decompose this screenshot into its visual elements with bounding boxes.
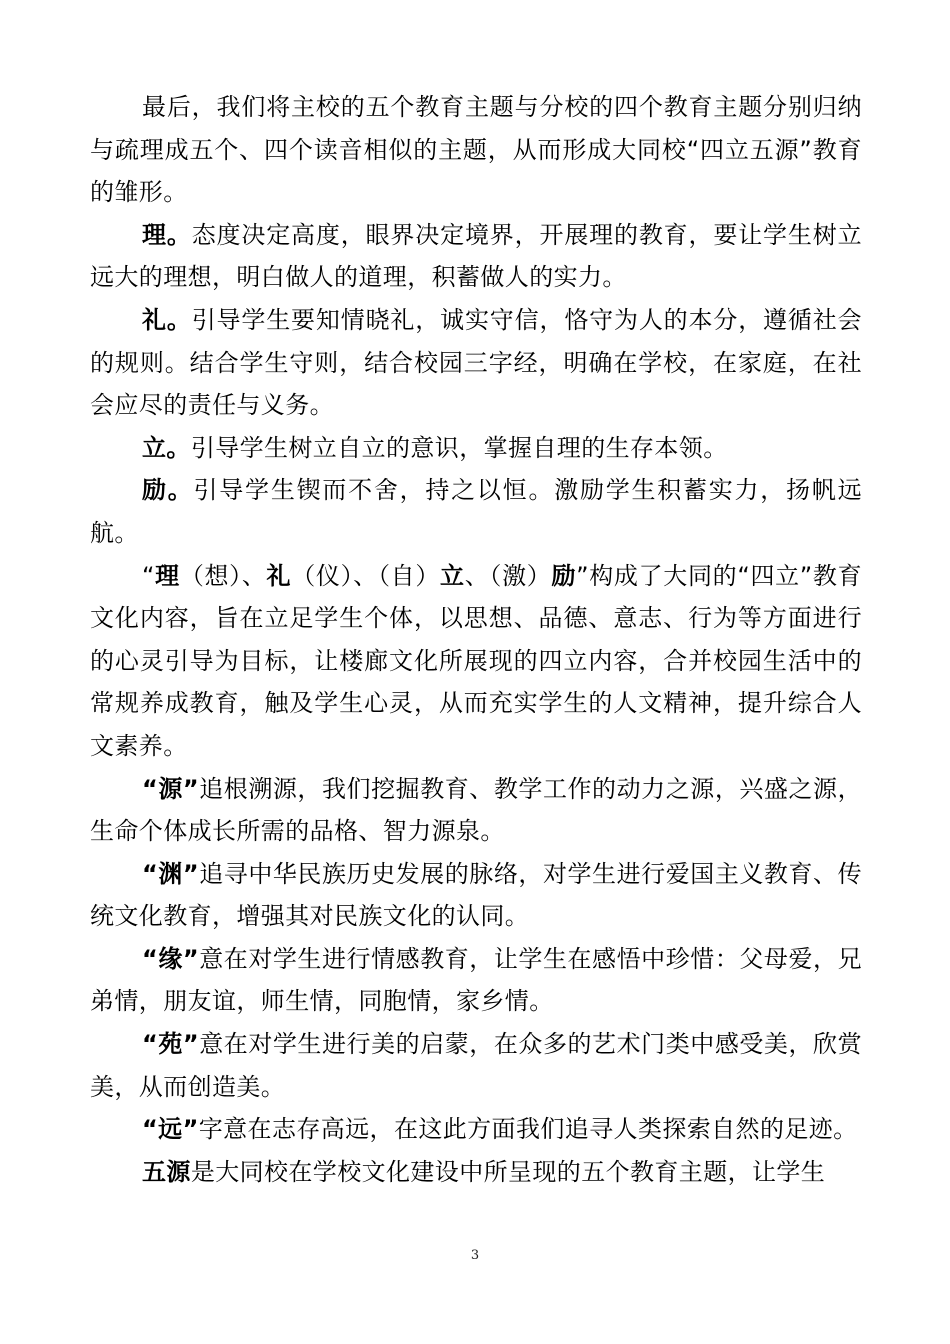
paragraph-lead: “源” — [142, 774, 200, 803]
paragraph-text: 引导学生树立自立的意识，掌握自理的生存本领。 — [190, 433, 728, 462]
paragraph-lead: 立。 — [142, 433, 191, 462]
paragraph-lead: “渊” — [142, 859, 200, 888]
paragraph-lead: “苑” — [142, 1030, 200, 1059]
paragraph-lead: “远” — [142, 1115, 199, 1144]
paragraph-yuan-far — [90, 1108, 862, 1151]
paragraph-text: 追根溯源，我们挖掘教育、教学工作的动力之源，兴盛之源，生命个体成长所需的品格、智力源泉。 — [90, 774, 862, 846]
text-segment-bold: 理 — [154, 561, 180, 590]
text-segment: 、（激） — [464, 561, 552, 590]
paragraph-li-encourage — [90, 469, 862, 554]
page-number: 3 — [470, 1248, 480, 1263]
text-segment: （仪）、（自） — [291, 561, 441, 590]
paragraph-yuan-garden — [90, 1023, 862, 1108]
paragraph-text: 引导学生锲而不舍，持之以恒。激励学生积蓄实力，扬帆远航。 — [90, 476, 862, 547]
paragraph-lead: 礼。 — [142, 305, 192, 334]
text-segment-bold: 立 — [440, 561, 465, 590]
paragraph-yuan-abyss — [90, 853, 862, 938]
paragraph-li-etiquette — [90, 299, 862, 427]
paragraph-lead: “缘” — [142, 944, 200, 973]
text-segment-bold: 礼 — [266, 561, 292, 590]
text-segment: ”构成了大同的“四立”教育文化内容，旨在立足学生个体，以思想、品德、意志、行为等方面进行的心灵引导为目标，让楼廊文化所展现的四立内容，合并校园生活中的常规养成教育，触及学生心灵，从而充实学生的人文精神，提升综合人文素养。 — [90, 561, 862, 760]
paragraph-text: 是大同校在学校文化建设中所呈现的五个教育主题，让学生 — [190, 1157, 826, 1186]
paragraph-yuan-source — [90, 768, 862, 853]
text-segment: （想）、 — [179, 561, 267, 590]
paragraph-li-stand — [90, 427, 862, 470]
paragraph-text: 意在对学生进行情感教育，让学生在感悟中珍惜：父母爱，兄弟情，朋友谊，师生情，同胞情，家乡情。 — [90, 944, 862, 1016]
paragraph-lead: 理。 — [142, 220, 192, 249]
paragraph-text: 追寻中华民族历史发展的脉络，对学生进行爱国主义教育、传统文化教育，增强其对民族文化的认同。 — [90, 859, 862, 931]
paragraph-li-reason — [90, 214, 862, 299]
body-text — [90, 86, 862, 1193]
paragraph-four-li-summary — [90, 555, 862, 768]
paragraph-text: 态度决定高度，眼界决定境界，开展理的教育，要让学生树立远大的理想，明白做人的道理，积蓄做人的实力。 — [90, 220, 862, 292]
paragraph-text: 意在对学生进行美的启蒙，在众多的艺术门类中感受美，欣赏美，从而创造美。 — [90, 1030, 862, 1101]
paragraph-lead: 励。 — [142, 476, 194, 505]
paragraph-text: 最后，我们将主校的五个教育主题与分校的四个教育主题分别归纳与疏理成五个、四个读音相似的主题，从而形成大同校“四立五源”教育的雏形。 — [90, 93, 862, 207]
paragraph-text: 字意在志存高远，在这此方面我们追寻人类探索自然的足迹。 — [198, 1115, 858, 1144]
text-segment-bold: 励 — [551, 561, 577, 590]
text-segment: “ — [142, 561, 155, 590]
paragraph-five-yuan — [90, 1151, 862, 1194]
paragraph-lead: 五源 — [142, 1157, 191, 1186]
paragraph-intro — [90, 86, 862, 214]
paragraph-text: 引导学生要知情晓礼，诚实守信，恪守为人的本分，遵循社会的规则。结合学生守则，结合校园三字经，明确在学校，在家庭，在社会应尽的责任与义务。 — [90, 305, 862, 420]
paragraph-yuan-fate — [90, 938, 862, 1023]
